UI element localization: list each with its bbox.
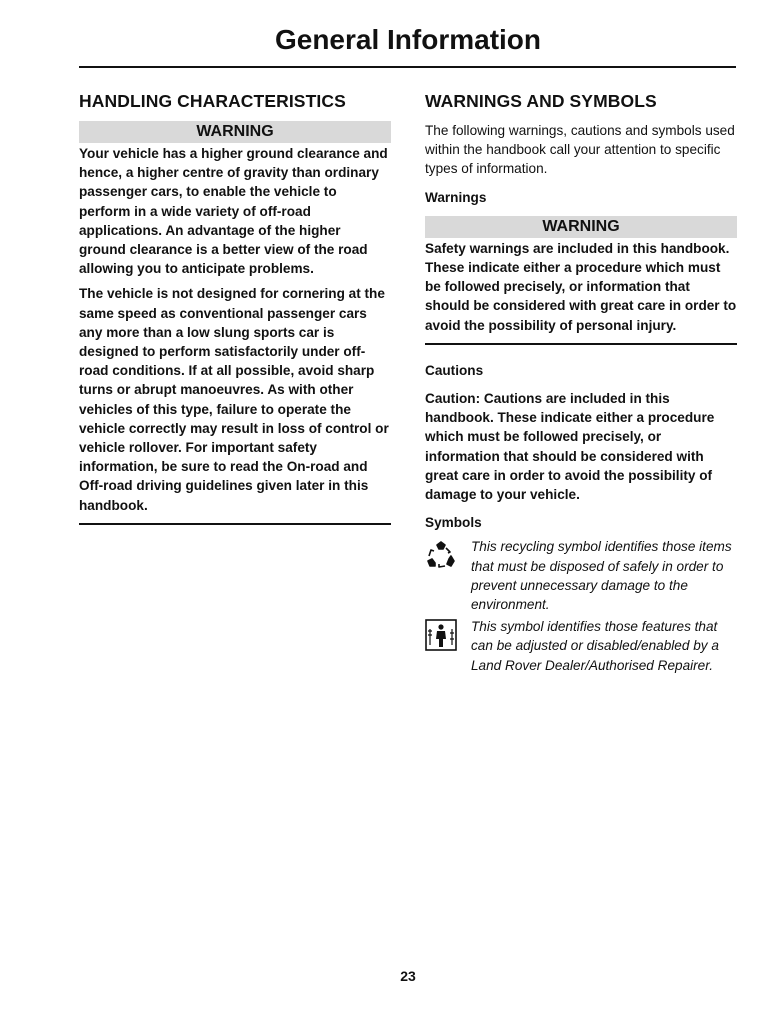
- dealer-symbol-description: This symbol identifies those features that can be adjusted or disabled/enabled by a Land Rover Dealer/Authorised Repairer.: [471, 619, 719, 673]
- warning-banner: WARNING: [79, 121, 391, 143]
- warnings-and-symbols-section: [425, 90, 737, 678]
- warning-paragraph: Safety warnings are included in this handbook. These indicate either a procedure which must be followed precisely, or information that should be considered with great care in order to avoid the possibility of personal injury.: [425, 240, 737, 333]
- title-divider: [79, 66, 736, 68]
- cautions-subheading: Cautions: [425, 362, 484, 378]
- warning-paragraph: Your vehicle has a higher ground clearance and hence, a higher centre of gravity than ordinary passenger cars, to enable the vehicle to perform in a wide variety of off-road applications. An advantage of the higher ground clearance is a better view of the road allowing you to anticipate problems.: [79, 146, 388, 277]
- intro-paragraph: The following warnings, cautions and symbols used within the handbook call your attention to specific types of information.: [425, 123, 735, 177]
- recycling-symbol-description: This recycling symbol identifies those items that must be disposed of safely in order to prevent unnecessary damage to the environment.: [471, 539, 732, 613]
- page-number: 23: [400, 968, 416, 984]
- warning-banner: WARNING: [425, 216, 737, 238]
- dealer-adjustable-icon: [425, 619, 457, 651]
- symbol-row-dealer-adjustable: [425, 617, 737, 675]
- caution-paragraph: Caution: Cautions are included in this handbook. These indicate either a procedure which must be followed precisely, or information that should be considered with great care in order to avoid the possibility of damage to your vehicle.: [425, 391, 715, 503]
- page-title: General Information: [274, 24, 542, 55]
- section-divider: [425, 343, 737, 345]
- handling-characteristics-heading: HANDLING CHARACTERISTICS: [79, 91, 346, 111]
- recycling-icon: [425, 539, 457, 571]
- symbol-row-recycling: [425, 537, 737, 614]
- section-divider: [79, 523, 391, 525]
- warnings-and-symbols-heading: WARNINGS AND SYMBOLS: [425, 91, 657, 111]
- warnings-subheading: Warnings: [425, 189, 487, 205]
- warning-paragraph: The vehicle is not designed for cornering at the same speed as conventional passenger cars any more than a low slung sports car is designed to perform satisfactorily under off-road conditions. If at all possible, avoid sharp turns or abrupt manoeuvres. As with other vehicles of this type, failure to operate the vehicle correctly may result in loss of control or vehicle rollover. For important safety information, be sure to read the On-road and Off-road driving guidelines given later in this handbook.: [79, 286, 389, 513]
- handling-characteristics-section: [79, 90, 391, 541]
- symbols-subheading: Symbols: [425, 515, 482, 531]
